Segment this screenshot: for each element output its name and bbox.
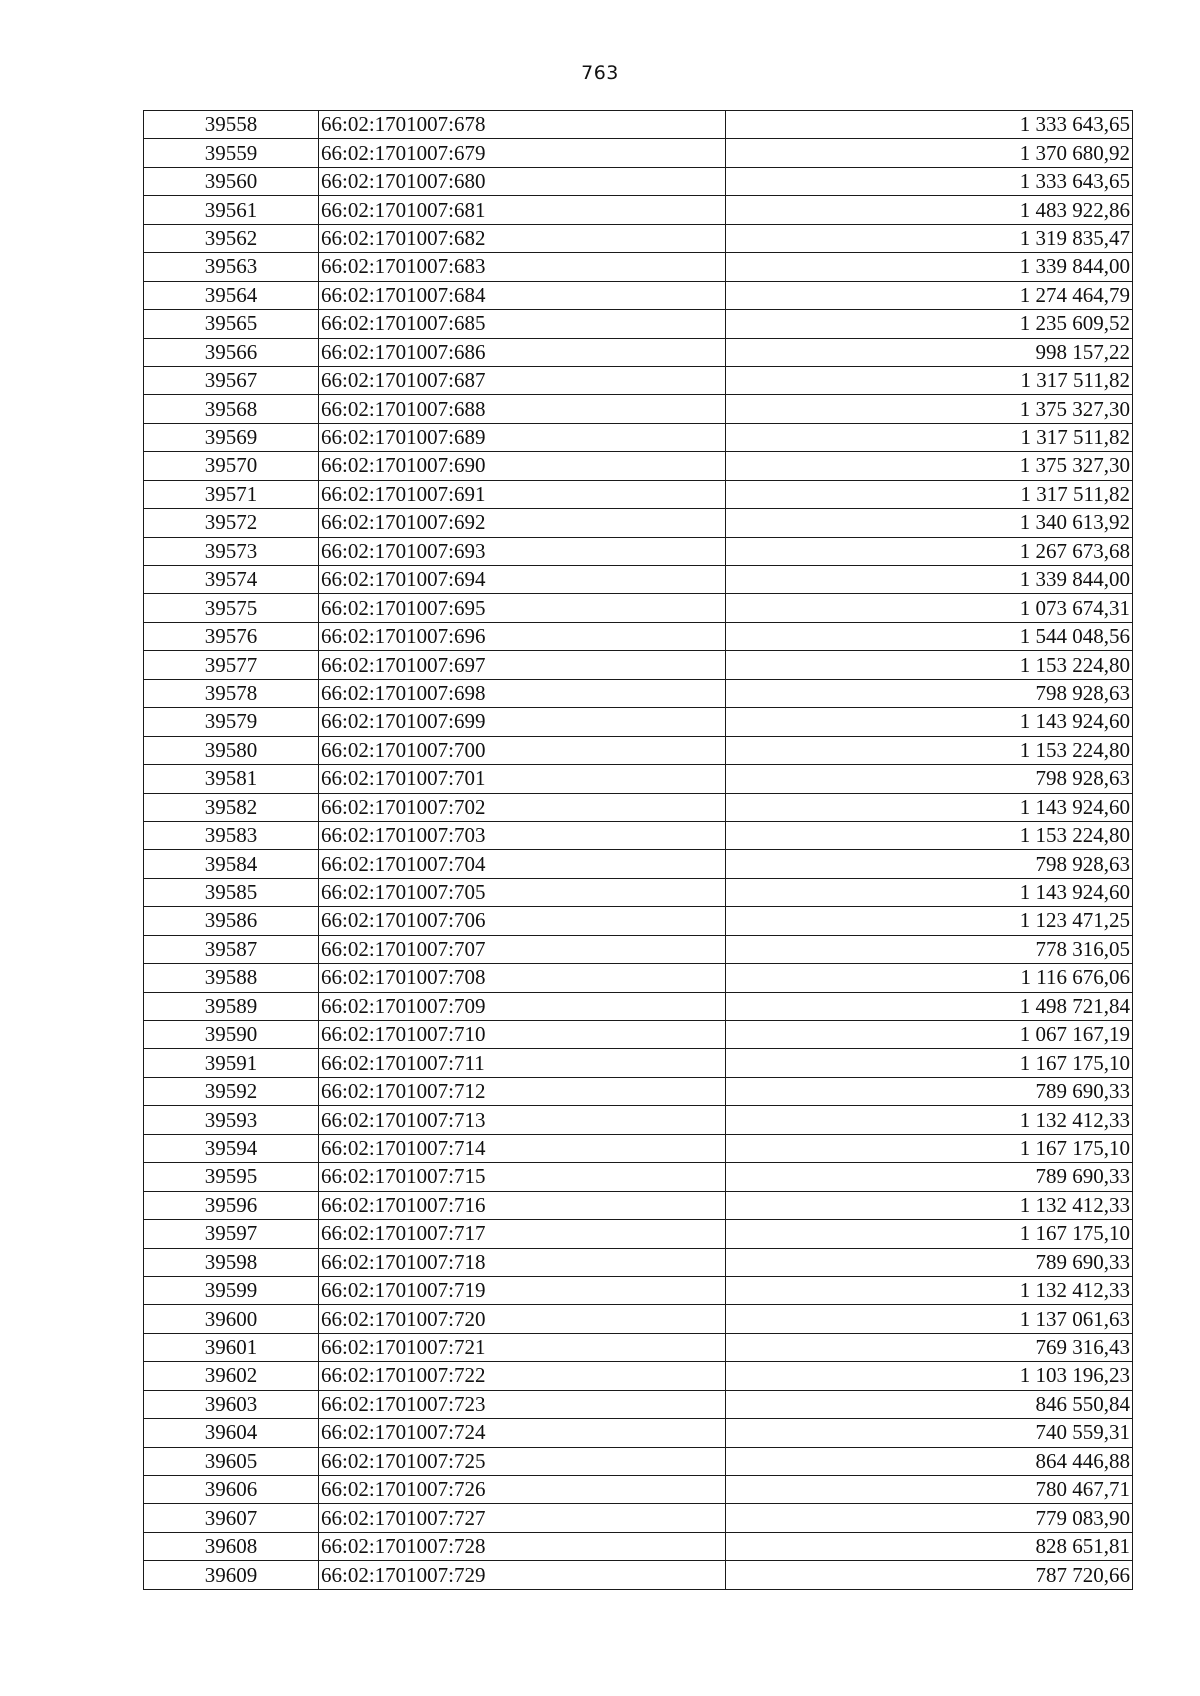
row-number-cell: 39581 (144, 765, 319, 793)
table-row (144, 1220, 1133, 1248)
table-row (144, 395, 1133, 423)
row-number-cell: 39597 (144, 1220, 319, 1248)
table-row (144, 878, 1133, 906)
table-row (144, 708, 1133, 736)
cadastral-value-cell: 1 073 674,31 (726, 594, 1133, 622)
table-row (144, 1106, 1133, 1134)
cadastral-number-cell: 66:02:1701007:720 (319, 1305, 726, 1333)
table-row (144, 253, 1133, 281)
row-number-cell: 39572 (144, 509, 319, 537)
table-row (144, 566, 1133, 594)
table-row (144, 509, 1133, 537)
cadastral-number-cell: 66:02:1701007:697 (319, 651, 726, 679)
cadastral-number-cell: 66:02:1701007:705 (319, 878, 726, 906)
cadastral-value-cell: 1 235 609,52 (726, 310, 1133, 338)
row-number-cell: 39564 (144, 281, 319, 309)
row-number-cell: 39574 (144, 566, 319, 594)
row-number-cell: 39590 (144, 1021, 319, 1049)
table-row (144, 736, 1133, 764)
cadastral-value-cell: 1 167 175,10 (726, 1220, 1133, 1248)
cadastral-number-cell: 66:02:1701007:722 (319, 1362, 726, 1390)
table-row (144, 850, 1133, 878)
cadastral-number-cell: 66:02:1701007:710 (319, 1021, 726, 1049)
cadastral-value-cell: 1 143 924,60 (726, 708, 1133, 736)
row-number-cell: 39575 (144, 594, 319, 622)
table-row (144, 992, 1133, 1020)
cadastral-number-cell: 66:02:1701007:689 (319, 423, 726, 451)
row-number-cell: 39606 (144, 1476, 319, 1504)
cadastral-number-cell: 66:02:1701007:690 (319, 452, 726, 480)
row-number-cell: 39603 (144, 1390, 319, 1418)
row-number-cell: 39585 (144, 878, 319, 906)
cadastral-number-cell: 66:02:1701007:688 (319, 395, 726, 423)
row-number-cell: 39561 (144, 196, 319, 224)
cadastral-value-cell: 1 153 224,80 (726, 651, 1133, 679)
table-body (144, 111, 1133, 1590)
row-number-cell: 39570 (144, 452, 319, 480)
cadastral-value-cell: 1 143 924,60 (726, 793, 1133, 821)
row-number-cell: 39563 (144, 253, 319, 281)
cadastral-value-cell: 828 651,81 (726, 1532, 1133, 1560)
cadastral-number-cell: 66:02:1701007:700 (319, 736, 726, 764)
row-number-cell: 39591 (144, 1049, 319, 1077)
cadastral-value-cell: 1 339 844,00 (726, 566, 1133, 594)
cadastral-number-cell: 66:02:1701007:679 (319, 139, 726, 167)
row-number-cell: 39582 (144, 793, 319, 821)
cadastral-value-cell: 780 467,71 (726, 1476, 1133, 1504)
cadastral-number-cell: 66:02:1701007:685 (319, 310, 726, 338)
cadastral-value-cell: 798 928,63 (726, 679, 1133, 707)
cadastral-value-cell: 787 720,66 (726, 1561, 1133, 1589)
cadastral-number-cell: 66:02:1701007:717 (319, 1220, 726, 1248)
row-number-cell: 39586 (144, 907, 319, 935)
row-number-cell: 39593 (144, 1106, 319, 1134)
row-number-cell: 39604 (144, 1419, 319, 1447)
table-row (144, 793, 1133, 821)
cadastral-number-cell: 66:02:1701007:719 (319, 1276, 726, 1304)
cadastral-value-cell: 1 375 327,30 (726, 452, 1133, 480)
row-number-cell: 39599 (144, 1276, 319, 1304)
table-row (144, 1276, 1133, 1304)
row-number-cell: 39577 (144, 651, 319, 679)
row-number-cell: 39576 (144, 622, 319, 650)
table-row (144, 338, 1133, 366)
table-row (144, 679, 1133, 707)
cadastral-number-cell: 66:02:1701007:721 (319, 1333, 726, 1361)
row-number-cell: 39605 (144, 1447, 319, 1475)
cadastral-value-cell: 789 690,33 (726, 1248, 1133, 1276)
cadastral-number-cell: 66:02:1701007:682 (319, 224, 726, 252)
row-number-cell: 39560 (144, 167, 319, 195)
row-number-cell: 39559 (144, 139, 319, 167)
table-row (144, 622, 1133, 650)
cadastral-value-cell: 1 167 175,10 (726, 1134, 1133, 1162)
cadastral-number-cell: 66:02:1701007:691 (319, 480, 726, 508)
row-number-cell: 39589 (144, 992, 319, 1020)
row-number-cell: 39588 (144, 964, 319, 992)
table-row (144, 111, 1133, 139)
row-number-cell: 39587 (144, 935, 319, 963)
table-row (144, 1504, 1133, 1532)
cadastral-number-cell: 66:02:1701007:694 (319, 566, 726, 594)
table-row (144, 1476, 1133, 1504)
cadastral-value-cell: 798 928,63 (726, 765, 1133, 793)
cadastral-number-cell: 66:02:1701007:702 (319, 793, 726, 821)
cadastral-value-cell: 778 316,05 (726, 935, 1133, 963)
cadastral-value-cell: 1 317 511,82 (726, 480, 1133, 508)
cadastral-number-cell: 66:02:1701007:678 (319, 111, 726, 139)
cadastral-number-cell: 66:02:1701007:708 (319, 964, 726, 992)
cadastral-number-cell: 66:02:1701007:687 (319, 366, 726, 394)
cadastral-value-cell: 789 690,33 (726, 1163, 1133, 1191)
cadastral-value-cell: 1 317 511,82 (726, 366, 1133, 394)
cadastral-value-cell: 1 137 061,63 (726, 1305, 1133, 1333)
row-number-cell: 39558 (144, 111, 319, 139)
row-number-cell: 39579 (144, 708, 319, 736)
cadastral-value-cell: 1 167 175,10 (726, 1049, 1133, 1077)
table-row (144, 1532, 1133, 1560)
table-row (144, 1419, 1133, 1447)
cadastral-number-cell: 66:02:1701007:715 (319, 1163, 726, 1191)
row-number-cell: 39584 (144, 850, 319, 878)
cadastral-value-cell: 1 153 224,80 (726, 821, 1133, 849)
table-row (144, 1333, 1133, 1361)
cadastral-value-cell: 789 690,33 (726, 1077, 1133, 1105)
row-number-cell: 39600 (144, 1305, 319, 1333)
row-number-cell: 39568 (144, 395, 319, 423)
cadastral-number-cell: 66:02:1701007:703 (319, 821, 726, 849)
table-row (144, 139, 1133, 167)
cadastral-number-cell: 66:02:1701007:684 (319, 281, 726, 309)
table-row (144, 310, 1133, 338)
row-number-cell: 39567 (144, 366, 319, 394)
table-row (144, 1191, 1133, 1219)
row-number-cell: 39566 (144, 338, 319, 366)
table-row (144, 935, 1133, 963)
cadastral-value-cell: 1 483 922,86 (726, 196, 1133, 224)
cadastral-value-cell: 740 559,31 (726, 1419, 1133, 1447)
cadastral-value-cell: 1 339 844,00 (726, 253, 1133, 281)
cadastral-number-cell: 66:02:1701007:693 (319, 537, 726, 565)
cadastral-number-cell: 66:02:1701007:692 (319, 509, 726, 537)
cadastral-value-cell: 1 132 412,33 (726, 1276, 1133, 1304)
cadastral-number-cell: 66:02:1701007:726 (319, 1476, 726, 1504)
table-row (144, 964, 1133, 992)
cadastral-number-cell: 66:02:1701007:681 (319, 196, 726, 224)
cadastral-value-cell: 1 132 412,33 (726, 1191, 1133, 1219)
row-number-cell: 39571 (144, 480, 319, 508)
row-number-cell: 39601 (144, 1333, 319, 1361)
cadastral-number-cell: 66:02:1701007:709 (319, 992, 726, 1020)
table-row (144, 765, 1133, 793)
cadastral-number-cell: 66:02:1701007:724 (319, 1419, 726, 1447)
cadastral-number-cell: 66:02:1701007:716 (319, 1191, 726, 1219)
cadastral-number-cell: 66:02:1701007:683 (319, 253, 726, 281)
table-row (144, 366, 1133, 394)
cadastral-value-cell: 1 333 643,65 (726, 111, 1133, 139)
table-row (144, 423, 1133, 451)
cadastral-value-cell: 998 157,22 (726, 338, 1133, 366)
cadastral-number-cell: 66:02:1701007:686 (319, 338, 726, 366)
cadastral-value-cell: 1 319 835,47 (726, 224, 1133, 252)
cadastral-number-cell: 66:02:1701007:714 (319, 1134, 726, 1162)
table-row (144, 1561, 1133, 1589)
row-number-cell: 39594 (144, 1134, 319, 1162)
cadastral-value-cell: 1 143 924,60 (726, 878, 1133, 906)
row-number-cell: 39607 (144, 1504, 319, 1532)
cadastral-value-cell: 1 123 471,25 (726, 907, 1133, 935)
cadastral-number-cell: 66:02:1701007:704 (319, 850, 726, 878)
table-row (144, 594, 1133, 622)
table-row (144, 1362, 1133, 1390)
cadastral-value-cell: 1 317 511,82 (726, 423, 1133, 451)
cadastral-value-cell: 1 370 680,92 (726, 139, 1133, 167)
row-number-cell: 39602 (144, 1362, 319, 1390)
table-row (144, 167, 1133, 195)
cadastral-value-cell: 1 375 327,30 (726, 395, 1133, 423)
cadastral-value-cell: 1 544 048,56 (726, 622, 1133, 650)
row-number-cell: 39598 (144, 1248, 319, 1276)
table-row (144, 821, 1133, 849)
cadastral-value-cell: 779 083,90 (726, 1504, 1133, 1532)
cadastral-number-cell: 66:02:1701007:713 (319, 1106, 726, 1134)
table-row (144, 537, 1133, 565)
cadastral-value-cell: 1 116 676,06 (726, 964, 1133, 992)
table-row (144, 1390, 1133, 1418)
cadastral-number-cell: 66:02:1701007:698 (319, 679, 726, 707)
cadastral-value-table (143, 110, 1133, 1590)
cadastral-number-cell: 66:02:1701007:701 (319, 765, 726, 793)
table-row (144, 452, 1133, 480)
row-number-cell: 39565 (144, 310, 319, 338)
cadastral-number-cell: 66:02:1701007:723 (319, 1390, 726, 1418)
cadastral-number-cell: 66:02:1701007:706 (319, 907, 726, 935)
cadastral-number-cell: 66:02:1701007:729 (319, 1561, 726, 1589)
cadastral-value-cell: 1 274 464,79 (726, 281, 1133, 309)
table-row (144, 281, 1133, 309)
cadastral-value-cell: 1 498 721,84 (726, 992, 1133, 1020)
table-row (144, 480, 1133, 508)
row-number-cell: 39596 (144, 1191, 319, 1219)
table-row (144, 1305, 1133, 1333)
cadastral-value-cell: 1 333 643,65 (726, 167, 1133, 195)
page-number: 763 (581, 62, 619, 84)
cadastral-value-cell: 798 928,63 (726, 850, 1133, 878)
table-row (144, 1049, 1133, 1077)
row-number-cell: 39569 (144, 423, 319, 451)
row-number-cell: 39578 (144, 679, 319, 707)
cadastral-number-cell: 66:02:1701007:680 (319, 167, 726, 195)
row-number-cell: 39562 (144, 224, 319, 252)
table-row (144, 1134, 1133, 1162)
table-row (144, 651, 1133, 679)
table-row (144, 1163, 1133, 1191)
cadastral-value-cell: 846 550,84 (726, 1390, 1133, 1418)
table-row (144, 1248, 1133, 1276)
table-row (144, 196, 1133, 224)
cadastral-value-cell: 1 132 412,33 (726, 1106, 1133, 1134)
row-number-cell: 39580 (144, 736, 319, 764)
table-row (144, 224, 1133, 252)
cadastral-value-cell: 1 103 196,23 (726, 1362, 1133, 1390)
row-number-cell: 39592 (144, 1077, 319, 1105)
row-number-cell: 39573 (144, 537, 319, 565)
cadastral-number-cell: 66:02:1701007:728 (319, 1532, 726, 1560)
row-number-cell: 39608 (144, 1532, 319, 1560)
cadastral-number-cell: 66:02:1701007:725 (319, 1447, 726, 1475)
cadastral-number-cell: 66:02:1701007:695 (319, 594, 726, 622)
cadastral-number-cell: 66:02:1701007:699 (319, 708, 726, 736)
cadastral-value-cell: 769 316,43 (726, 1333, 1133, 1361)
cadastral-number-cell: 66:02:1701007:696 (319, 622, 726, 650)
row-number-cell: 39583 (144, 821, 319, 849)
table-row (144, 1021, 1133, 1049)
table-row (144, 1077, 1133, 1105)
cadastral-number-cell: 66:02:1701007:718 (319, 1248, 726, 1276)
cadastral-value-cell: 1 340 613,92 (726, 509, 1133, 537)
row-number-cell: 39595 (144, 1163, 319, 1191)
cadastral-value-cell: 1 067 167,19 (726, 1021, 1133, 1049)
cadastral-value-cell: 864 446,88 (726, 1447, 1133, 1475)
cadastral-value-cell: 1 267 673,68 (726, 537, 1133, 565)
cadastral-value-cell: 1 153 224,80 (726, 736, 1133, 764)
cadastral-number-cell: 66:02:1701007:712 (319, 1077, 726, 1105)
row-number-cell: 39609 (144, 1561, 319, 1589)
cadastral-number-cell: 66:02:1701007:727 (319, 1504, 726, 1532)
table-row (144, 907, 1133, 935)
cadastral-number-cell: 66:02:1701007:707 (319, 935, 726, 963)
table-row (144, 1447, 1133, 1475)
cadastral-number-cell: 66:02:1701007:711 (319, 1049, 726, 1077)
